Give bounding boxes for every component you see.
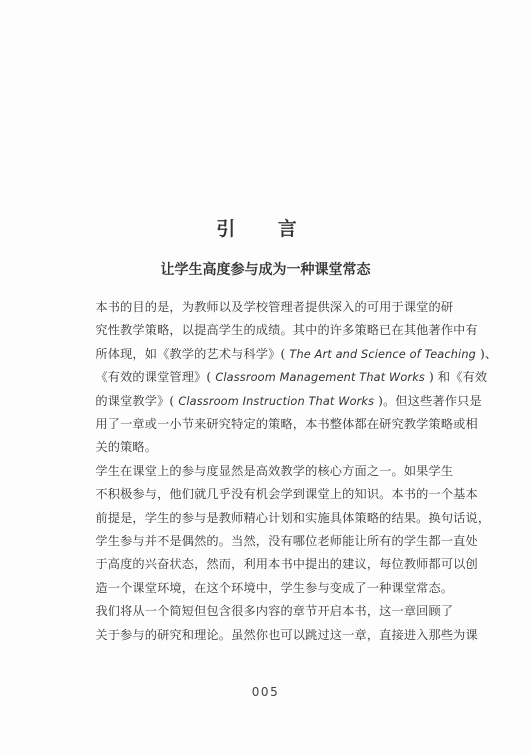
text-line: 我们将从一个简短但包含很多内容的章节开启本书，这一章回顾了 [95, 604, 454, 619]
text-line: 学生在课堂上的参与度显然是高效教学的核心方面之一。如果学生 [95, 463, 454, 478]
paragraph-2 [71, 460, 491, 600]
text-line: 《有效的课堂管理》( Classroom Management That Works ) 和《有效 [95, 370, 488, 385]
text-line: 造一个课堂环境，在这个环境中，学生参与变成了一种课堂常态。 [95, 580, 454, 595]
paragraph-1 [71, 296, 498, 460]
text-line: 用了一章或一小节来研究特定的策略，本书整体都在研究教学策略或相 [95, 417, 478, 432]
text-line: 于高度的兴奋状态，然而，利用本书中提出的建议，每位教师都可以创 [95, 557, 478, 572]
english-book-title: Classroom Management That Works [215, 371, 425, 385]
text-line: 不积极参与，他们就几乎没有机会学到课堂上的知识。本书的一个基本 [95, 487, 478, 502]
text-line: 关的策略。 [95, 440, 158, 455]
text-line: 的课堂教学》( Classroom Instruction That Works )。但这些著作只是 [95, 393, 482, 408]
text-line: 前提是，学生的参与是教师精心计划和实施具体策略的结果。换句话说， [95, 510, 491, 525]
text-line: 学生参与并不是偶然的。当然，没有哪位老师能让所有的学生都一直处 [95, 534, 478, 549]
page-number: 005 [251, 685, 280, 699]
text-line: 所体现，如《教学的艺术与科学》( The Art and Science of Teaching )、 [95, 346, 498, 361]
body-text [71, 296, 498, 647]
text-line: 本书的目的是，为教师以及学校管理者提供深入的可用于课堂的研 [95, 300, 454, 314]
english-book-title: Classroom Instruction That Works [178, 394, 375, 408]
chapter-title: 引 言 [216, 218, 315, 240]
english-book-title: The Art and Science of Teaching [289, 347, 476, 361]
chapter-subtitle: 让学生高度参与成为一种课堂常态 [160, 262, 371, 278]
text-line: 关于参与的研究和理论。虽然你也可以跳过这一章，直接进入那些为课 [95, 627, 478, 642]
text-line: 究性教学策略，以提高学生的成绩。其中的许多策略已在其他著作中有 [95, 323, 478, 338]
paragraph-3 [71, 600, 478, 647]
